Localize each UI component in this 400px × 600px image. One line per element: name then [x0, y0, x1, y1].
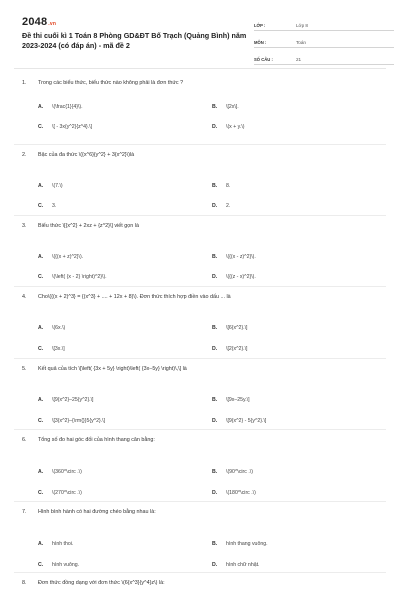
question-4: [22, 294, 386, 352]
question-number: 4.: [22, 294, 27, 300]
site-logo[interactable]: 2048.vn: [22, 16, 57, 28]
exam-header: [14, 8, 386, 60]
option-b[interactable]: B. \[9x–25y.\]: [212, 397, 250, 403]
option-d[interactable]: D. \[9{x^2} - 5{y^2}.\]: [212, 418, 267, 424]
question-1: [22, 80, 386, 130]
question-2: [22, 152, 386, 209]
meta-row-subject: [254, 37, 394, 48]
question-text: Bậc của đa thức \({x^6}{y^2} + 3{x^2}\)là: [38, 152, 135, 158]
option-a[interactable]: A. \[9{x^2}–25{y^2}.\]: [38, 397, 94, 403]
question-text: Đơn thức đồng dạng với đơn thức \(6{x^3}{y^4}z\) là:: [38, 580, 165, 586]
meta-key: SỐ CÂU :: [254, 57, 273, 62]
question-number: 1.: [22, 80, 27, 86]
question-text: Hình bình hành có hai đường chéo bằng nhau là:: [38, 509, 156, 515]
option-d[interactable]: D. hình chữ nhật.: [212, 562, 260, 568]
question-text: Trong các biểu thức, biểu thức nào không phải là đơn thức ?: [38, 80, 184, 86]
question-number: 7.: [22, 509, 27, 515]
question-8: [22, 580, 386, 587]
question-divider: [14, 358, 386, 359]
meta-value: Toán: [296, 40, 306, 45]
question-text: Cho\({(x + 2)^3} = {(x^3} + .... + 12x + 8)\). Đơn thức thích hợp điền vào dấu ... là: [38, 294, 231, 300]
question-divider: [14, 429, 386, 430]
option-c[interactable]: C. \(270^\circ .\): [38, 490, 82, 496]
question-number: 2.: [22, 152, 27, 158]
question-divider: [14, 144, 386, 145]
meta-value: Lớp 8: [296, 23, 308, 28]
option-a[interactable]: A. \(7.\): [38, 183, 63, 189]
exam-title: Đề thi cuối kì 1 Toán 8 Phòng GD&ĐT Bố Trạch (Quảng Bình) năm 2023-2024 (có đáp án) - mã đề 2: [22, 31, 247, 50]
option-b[interactable]: B. hình thang vuông.: [212, 541, 268, 547]
exam-meta: [254, 20, 394, 71]
meta-value: 21: [296, 57, 302, 62]
option-c[interactable]: C. \[3{x^2}–{\rm{}}5{y^2}.\]: [38, 418, 106, 424]
meta-row-question-count: [254, 54, 394, 65]
question-text: Biểu thức \[{x^2} + 2xz + {z^2}\] viết gọn là: [38, 223, 139, 229]
option-a[interactable]: A. \(6x.\): [38, 325, 66, 331]
question-text: Tổng số đo hai góc đối của hình thang cân bằng:: [38, 437, 155, 443]
option-b[interactable]: B. \[6{x^2}.\]: [212, 325, 248, 331]
option-b[interactable]: B. \({(x - z)^2}\).: [212, 254, 256, 260]
meta-key: MÔN :: [254, 40, 267, 45]
question-divider: [14, 501, 386, 502]
option-c[interactable]: C. \[3x.\]: [38, 346, 65, 352]
option-c[interactable]: C. hình vuông.: [38, 562, 80, 568]
question-divider: [14, 215, 386, 216]
question-number: 3.: [22, 223, 27, 229]
option-d[interactable]: D. \(x + y.\): [212, 124, 245, 130]
header-divider: [14, 68, 386, 69]
option-c[interactable]: C. \[ - 3x{y^2}{z^4}.\]: [38, 124, 93, 130]
option-a[interactable]: A. \({(x + z)^2}\).: [38, 254, 84, 260]
option-b[interactable]: B. \(90^\circ .\): [212, 469, 253, 475]
question-text: Kết quả của tích \[\left( {3x + 5y} \right)\left( {3x–5y} \right)\,\] là: [38, 366, 187, 372]
question-5: [22, 366, 386, 424]
question-number: 8.: [22, 580, 27, 586]
meta-key: LỚP :: [254, 23, 266, 28]
question-7: [22, 509, 386, 568]
option-d[interactable]: D. \(180^\circ .\): [212, 490, 256, 496]
option-c[interactable]: C. \(\left( {x - 2} \right)^2}\).: [38, 274, 107, 280]
option-b[interactable]: B. \[2x\].: [212, 104, 239, 110]
question-divider: [14, 286, 386, 287]
question-number: 6.: [22, 437, 27, 443]
question-number: 5.: [22, 366, 27, 372]
option-a[interactable]: A. \(360^\circ .\): [38, 469, 82, 475]
question-divider: [14, 572, 386, 573]
option-d[interactable]: D. 2.: [212, 203, 231, 209]
option-d[interactable]: D. \[2{x^2}.\]: [212, 346, 248, 352]
option-b[interactable]: B. 8.: [212, 183, 231, 189]
option-d[interactable]: D. \({(z - x)^2}\).: [212, 274, 256, 280]
option-c[interactable]: C. 3.: [38, 203, 57, 209]
option-a[interactable]: A. \(\frac{1}{4}\).: [38, 104, 83, 110]
option-a[interactable]: A. hình thoi.: [38, 541, 74, 547]
question-6: [22, 437, 386, 496]
meta-row-grade: [254, 20, 394, 31]
question-3: [22, 223, 386, 280]
